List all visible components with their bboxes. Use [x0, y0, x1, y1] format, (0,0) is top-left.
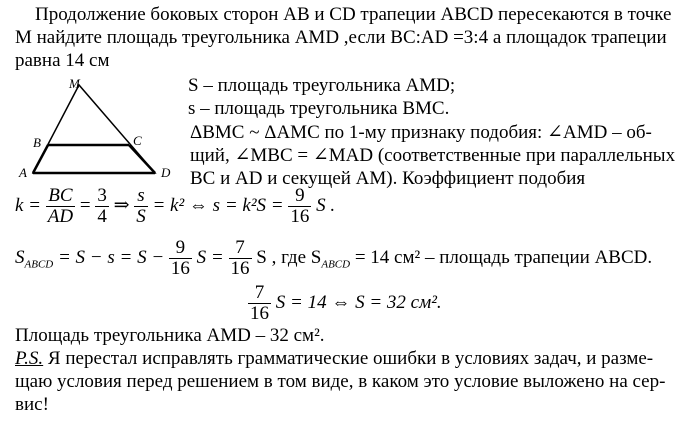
ps-line-1: P.S. Я перестал исправлять грамматические ошибки в условиях задач, и разме- [15, 348, 654, 369]
triangle-amd [33, 85, 155, 173]
label-c: C [133, 133, 142, 148]
ps-line-2: щаю условия перед решением в том виде, в каком это условие выложено на сер- [15, 371, 666, 392]
problem-line-1: Продолжение боковых сторон AB и CD трапеции ABCD пересекаются в точке [35, 4, 672, 25]
trapezoid-figure [15, 75, 185, 185]
fraction-s-S: $\frac{s}{S}$ [136, 185, 146, 227]
answer-line: Площадь треугольника AMD – 32 см². [15, 325, 325, 346]
coefficient-equation: k = $\frac{BC}{AD}$ = $\frac{3}{4}$ ⇒ $\frac{s}{S}$ = k² ⇔ s = k²S = $\frac{9}{16}$ S . [15, 185, 336, 227]
final-equation: $\frac{7}{16}$ S = 14 ⇔ S = 32 см². [250, 282, 442, 324]
ps-line-3: вис! [15, 394, 49, 415]
label-m: M [69, 76, 80, 91]
fraction-9-16-b: $\frac{9}{16}$ [170, 237, 190, 279]
similarity-line-1: ΔBMC ~ ΔAMC по 1-му признаку подобия: ∠AMD – об- [190, 122, 652, 143]
similarity-line-3: BC и AD и секущей AM). Коэффициент подобия [190, 168, 586, 189]
ps-label: P.S. [15, 348, 44, 369]
k-lhs: k = [15, 194, 42, 216]
label-d: D [161, 165, 171, 180]
label-a: A [19, 165, 27, 180]
definition-small-s: s – площадь треугольника BMC. [188, 98, 450, 119]
problem-line-3: равна 14 см [15, 50, 110, 71]
fraction-3-4: $\frac{3}{4}$ [97, 185, 107, 227]
similarity-line-2: щий, ∠MBC = ∠MAD (соответственные при параллельных [190, 145, 676, 166]
segment-cd [129, 145, 155, 173]
label-b: B [33, 135, 41, 150]
fraction-bc-ad: $\frac{BC}{AD}$ [47, 185, 74, 227]
area-equation: $S_{ABCD} = S - s = S$ − $\frac{9}{16}$ S = $\frac{7}{16}$ S , где $S_{ABCD} = 14$ см² – площадь трапеции ABCD. [15, 237, 653, 279]
problem-line-2: M найдите площадь треугольника AMD ,если BC:AD =3:4 а площадок трапеции [15, 27, 667, 48]
fraction-7-16: $\frac{7}{16}$ [230, 237, 250, 279]
definition-big-s: S – площадь треугольника AMD; [188, 75, 456, 96]
fraction-7-16-b: $\frac{7}{16}$ [250, 282, 269, 324]
fraction-9-16: $\frac{9}{16}$ [290, 185, 310, 227]
